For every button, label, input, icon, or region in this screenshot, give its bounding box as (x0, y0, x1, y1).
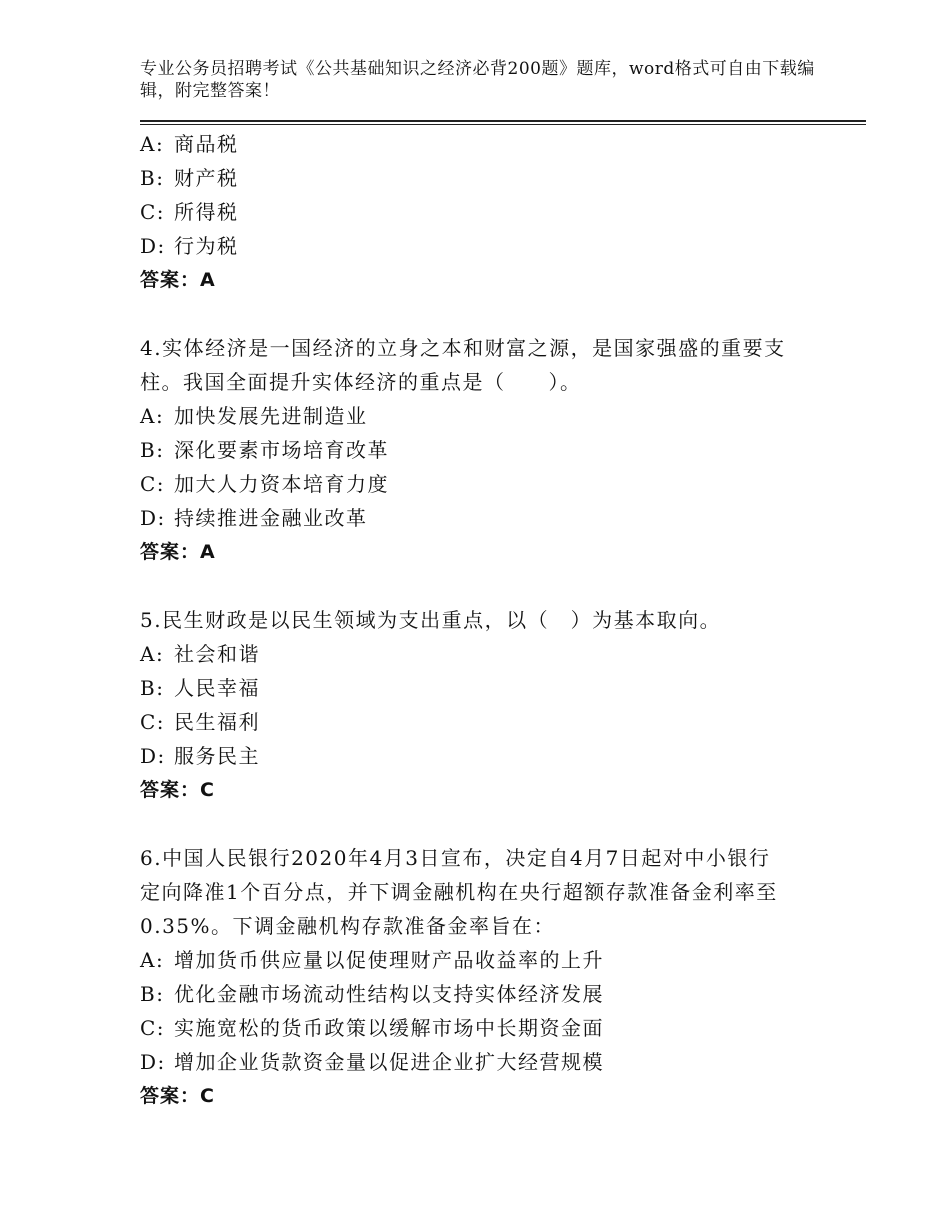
option-text: 人民幸福 (174, 676, 260, 700)
option-d (140, 501, 820, 535)
question-text-line: 5.民生财政是以民生领域为支出重点，以（ ）为基本取向。 (140, 608, 722, 632)
question-text-line: 6.中国人民银行2020年4月3日宣布，决定自4月7日起对中小银行 (140, 846, 771, 870)
option-c (140, 1011, 820, 1045)
option-letter: C: (140, 472, 166, 496)
option-letter: D: (140, 234, 166, 258)
option-text: 增加货币供应量以促使理财产品收益率的上升 (174, 948, 604, 972)
option-text: 所得税 (174, 200, 239, 224)
question-text-line: 0.35%。下调金融机构存款准备金率旨在： (140, 914, 556, 938)
spacer (140, 569, 820, 603)
header-rule-thin (140, 124, 866, 125)
answer-label: 答案：C (140, 1085, 215, 1107)
question-3-options (140, 127, 820, 297)
option-text: 增加企业货款资金量以促进企业扩大经营规模 (174, 1050, 604, 1074)
option-a (140, 399, 820, 433)
option-c (140, 467, 820, 501)
option-text: 加快发展先进制造业 (174, 404, 368, 428)
option-letter: A: (140, 642, 165, 666)
answer-label: 答案：A (140, 269, 216, 291)
spacer (140, 807, 820, 841)
question-text-line: 4.实体经济是一国经济的立身之本和财富之源，是国家强盛的重要支 (140, 336, 786, 360)
option-text: 行为税 (174, 234, 239, 258)
option-d (140, 739, 820, 773)
spacer (140, 297, 820, 331)
question-text-line: 柱。我国全面提升实体经济的重点是（ ）。 (140, 370, 582, 394)
option-d (140, 229, 820, 263)
option-letter: A: (140, 948, 165, 972)
option-a (140, 637, 820, 671)
option-letter: D: (140, 506, 166, 530)
option-d (140, 1045, 820, 1079)
question-6 (140, 841, 820, 1113)
option-letter: B: (140, 676, 165, 700)
option-letter: B: (140, 438, 165, 462)
answer-label: 答案：A (140, 541, 216, 563)
option-letter: C: (140, 710, 166, 734)
option-text: 服务民主 (174, 744, 260, 768)
question-4 (140, 331, 820, 569)
option-text: 商品税 (174, 132, 239, 156)
document-body (140, 127, 820, 1113)
option-a (140, 943, 820, 977)
answer-label: 答案：C (140, 779, 215, 801)
option-c (140, 195, 820, 229)
option-text: 财产税 (174, 166, 239, 190)
option-letter: D: (140, 1050, 166, 1074)
option-letter: D: (140, 744, 166, 768)
option-letter: A: (140, 132, 165, 156)
option-b (140, 161, 820, 195)
document-header: 专业公务员招聘考试《公共基础知识之经济必背200题》题库，word格式可自由下载编辑，附完整答案！ (140, 59, 815, 101)
option-text: 社会和谐 (174, 642, 260, 666)
option-b (140, 671, 820, 705)
option-letter: B: (140, 982, 165, 1006)
option-b (140, 977, 820, 1011)
option-letter: A: (140, 404, 165, 428)
option-text: 持续推进金融业改革 (174, 506, 368, 530)
option-text: 优化金融市场流动性结构以支持实体经济发展 (174, 982, 604, 1006)
option-letter: C: (140, 200, 166, 224)
option-letter: B: (140, 166, 165, 190)
header-rule-thick (140, 120, 866, 122)
question-text-line: 定向降准1个百分点，并下调金融机构在央行超额存款准备金利率至 (140, 880, 778, 904)
option-c (140, 705, 820, 739)
question-5 (140, 603, 820, 807)
option-letter: C: (140, 1016, 166, 1040)
option-text: 实施宽松的货币政策以缓解市场中长期资金面 (174, 1016, 604, 1040)
option-a (140, 127, 820, 161)
option-text: 民生福利 (174, 710, 260, 734)
option-text: 深化要素市场培育改革 (174, 438, 389, 462)
option-b (140, 433, 820, 467)
option-text: 加大人力资本培育力度 (174, 472, 389, 496)
